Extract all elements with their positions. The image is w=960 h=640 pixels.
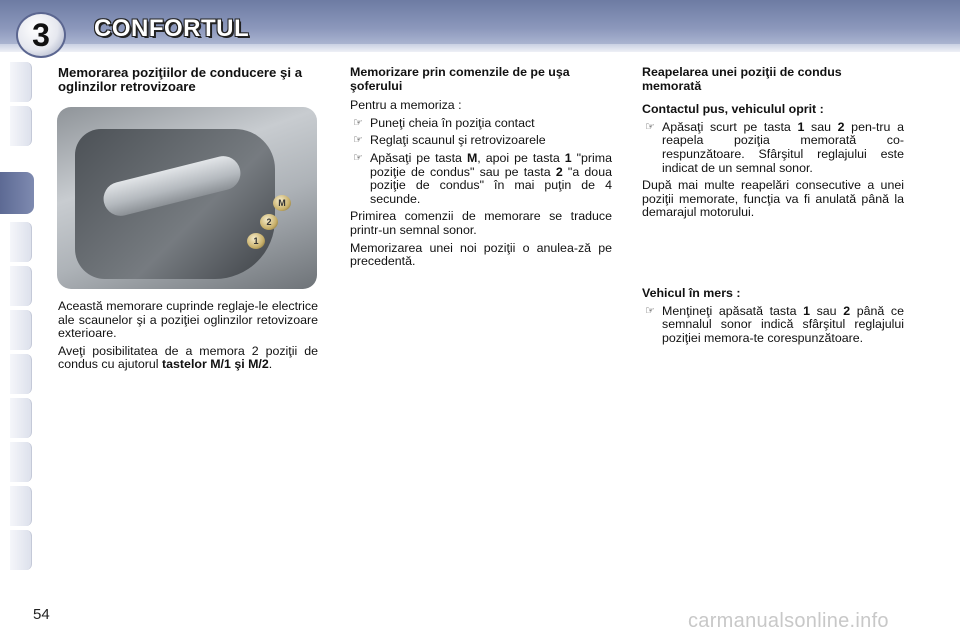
memory-button-m: M bbox=[273, 195, 291, 211]
section-heading: Memorizare prin comenzile de pe uşa şoferului bbox=[350, 65, 570, 93]
right-column-lower bbox=[642, 287, 904, 345]
chapter-tab[interactable] bbox=[10, 486, 32, 526]
pointing-hand-icon: ☞ bbox=[353, 151, 363, 164]
memory-button-2: 2 bbox=[260, 214, 278, 230]
list-item: ☞ Menţineţi apăsată tasta 1 sau 2 până ce semnalul sonor indică sfârşitul reglajului poziţiei memora-te corespunzătoare. bbox=[642, 305, 904, 346]
right-column bbox=[642, 66, 904, 220]
chapter-tab[interactable] bbox=[10, 310, 32, 350]
key-names: tastelor M/1 şi M/2 bbox=[162, 357, 269, 372]
chapter-number-badge: 3 bbox=[16, 12, 66, 58]
chapter-tab[interactable] bbox=[10, 62, 32, 102]
paragraph: Această memorare cuprinde reglaje-le electrice ale scaunelor şi a poziţiei oglinzilor retovizoare exterioare. bbox=[58, 299, 318, 341]
section-heading: Reapelarea unei poziţii de condus memorată bbox=[642, 65, 842, 93]
chapter-tab[interactable] bbox=[10, 530, 32, 570]
subheading: Vehicul în mers : bbox=[642, 286, 741, 300]
watermark: carmanualsonline.info bbox=[688, 610, 889, 632]
chapter-tab[interactable] bbox=[10, 222, 32, 262]
chapter-tab[interactable] bbox=[10, 398, 32, 438]
chapter-tab-strip bbox=[0, 62, 36, 577]
pointing-hand-icon: ☞ bbox=[645, 120, 655, 133]
paragraph: Aveţi posibilitatea de a memora 2 poziţii de condus cu ajutorul tastelor M/1 şi M/2. bbox=[58, 343, 318, 372]
memory-button-1: 1 bbox=[247, 233, 265, 249]
intro-text: Pentru a memoriza : bbox=[350, 98, 462, 113]
chapter-title: CONFORTUL bbox=[94, 15, 250, 42]
chapter-tab[interactable] bbox=[10, 442, 32, 482]
left-column bbox=[58, 66, 318, 95]
section-heading: Memorarea poziţiilor de conducere şi a oglinzilor retrovizoare bbox=[58, 65, 303, 95]
chapter-tab-active[interactable] bbox=[0, 172, 34, 214]
pointing-hand-icon: ☞ bbox=[353, 116, 363, 129]
pointing-hand-icon: ☞ bbox=[353, 134, 363, 147]
paragraph: Primirea comenzii de memorare se traduce printr-un semnal sonor. bbox=[350, 209, 612, 237]
list-item: ☞ Reglaţi scaunul şi retrovizoarele bbox=[350, 134, 612, 148]
middle-column bbox=[350, 66, 612, 269]
door-memory-buttons-photo bbox=[57, 107, 317, 289]
subheading: Contactul pus, vehiculul oprit : bbox=[642, 102, 824, 117]
header-stripe bbox=[0, 44, 960, 52]
paragraph: Memorizarea unei noi poziţii o anulea-ză pe precedentă. bbox=[350, 240, 612, 269]
list-item: ☞ Apăsaţi pe tasta M, apoi pe tasta 1 "prima poziţie de condus" sau pe tasta 2 "a doua poziţie de condus" în mai puţin de 4 secunde. bbox=[350, 152, 612, 206]
paragraph: După mai multe reapelări consecutive a unei poziţii memorate, funcţia va fi anulată până la demarajul motorului. bbox=[642, 178, 904, 220]
chapter-tab[interactable] bbox=[10, 106, 32, 146]
pointing-hand-icon: ☞ bbox=[645, 304, 655, 317]
left-column-text bbox=[58, 300, 318, 372]
list-item: ☞ Puneţi cheia în poziţia contact bbox=[350, 117, 612, 131]
chapter-tab[interactable] bbox=[10, 266, 32, 306]
chapter-tab[interactable] bbox=[10, 354, 32, 394]
page-number: 54 bbox=[33, 606, 50, 623]
list-item: ☞ Apăsaţi scurt pe tasta 1 sau 2 pen-tru a reapela poziţia memorată co-respunzătoare. Sfârşitul reglajului este indicat de un semnal sonor. bbox=[642, 121, 904, 175]
